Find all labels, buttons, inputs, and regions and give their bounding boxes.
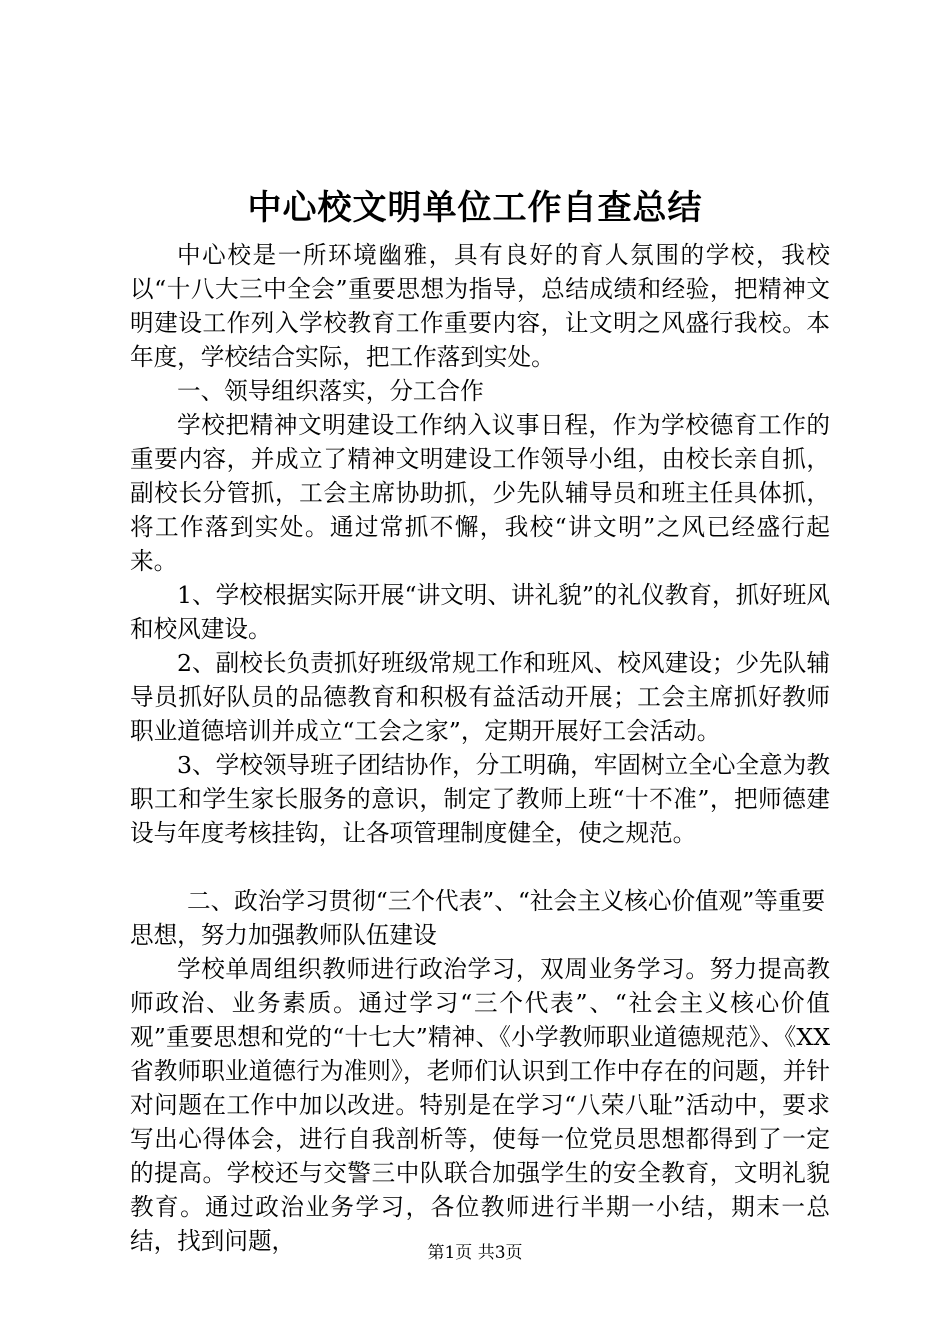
document-title: 中心校文明单位工作自查总结 — [247, 188, 703, 228]
paragraph-gap — [130, 850, 830, 884]
intro-paragraph: 中心校是一所环境幽雅，具有良好的育人氛围的学校，我校以“十八大三中全会”重要思想为指导，总结成绩和经验，把精神文明建设工作列入学校教育工作重要内容，让文明之风盛行我校。本年度，学校结合实际，把工作落到实处。 — [130, 241, 830, 371]
section-one-item-3: 3、学校领导班子团结协作，分工明确，牢固树立全心全意为教职工和学生家长服务的意识，制定了教师上班“十不准”，把师德建设与年度考核挂钩，让各项管理制度健全，使之规范。 — [130, 751, 830, 847]
section-one-item-2: 2、副校长负责抓好班级常规工作和班风、校风建设；少先队辅导员抓好队员的品德教育和积极有益活动开展；工会主席抓好教师职业道德培训并成立“工会之家”，定期开展好工会活动。 — [130, 649, 830, 745]
section-two-paragraph: 学校单周组织教师进行政治学习，双周业务学习。努力提高教师政治、业务素质。通过学习“三个代表”、“社会主义核心价值观”重要思想和党的“十七大”精神、《小学教师职业道德规范》、《XX省教师职业道德行为准则》，老师们认识到工作中存在的问题，并针对问题在工作中加以改进。特别是在学习“八荣八耻”活动中，要求写出心得体会，进行自我剖析等，使每一位党员思想都得到了一定的提高。学校还与交警三中队联合加强学生的安全教育，文明礼貌教育。通过政治业务学习，各位教师进行半期一小结，期末一总结，找到问题， — [130, 955, 830, 1255]
page-footer: 第1页 共3页 — [427, 1243, 523, 1263]
section-one-item-1: 1、学校根据实际开展“讲文明、讲礼貌”的礼仪教育，抓好班风和校风建设。 — [130, 581, 830, 643]
section-two-heading: 二、政治学习贯彻“三个代表”、“社会主义核心价值观”等重要思想，努力加强教师队伍建设 — [130, 887, 826, 949]
section-one-paragraph: 学校把精神文明建设工作纳入议事日程，作为学校德育工作的重要内容，并成立了精神文明建设工作领导小组，由校长亲自抓，副校长分管抓，工会主席协助抓，少先队辅导员和班主任具体抓，将工作落到实处。通过常抓不懈，我校“讲文明”之风已经盛行起来。 — [130, 411, 830, 575]
section-one-heading: 一、领导组织落实，分工合作 — [177, 377, 484, 405]
document-body — [130, 238, 830, 1258]
